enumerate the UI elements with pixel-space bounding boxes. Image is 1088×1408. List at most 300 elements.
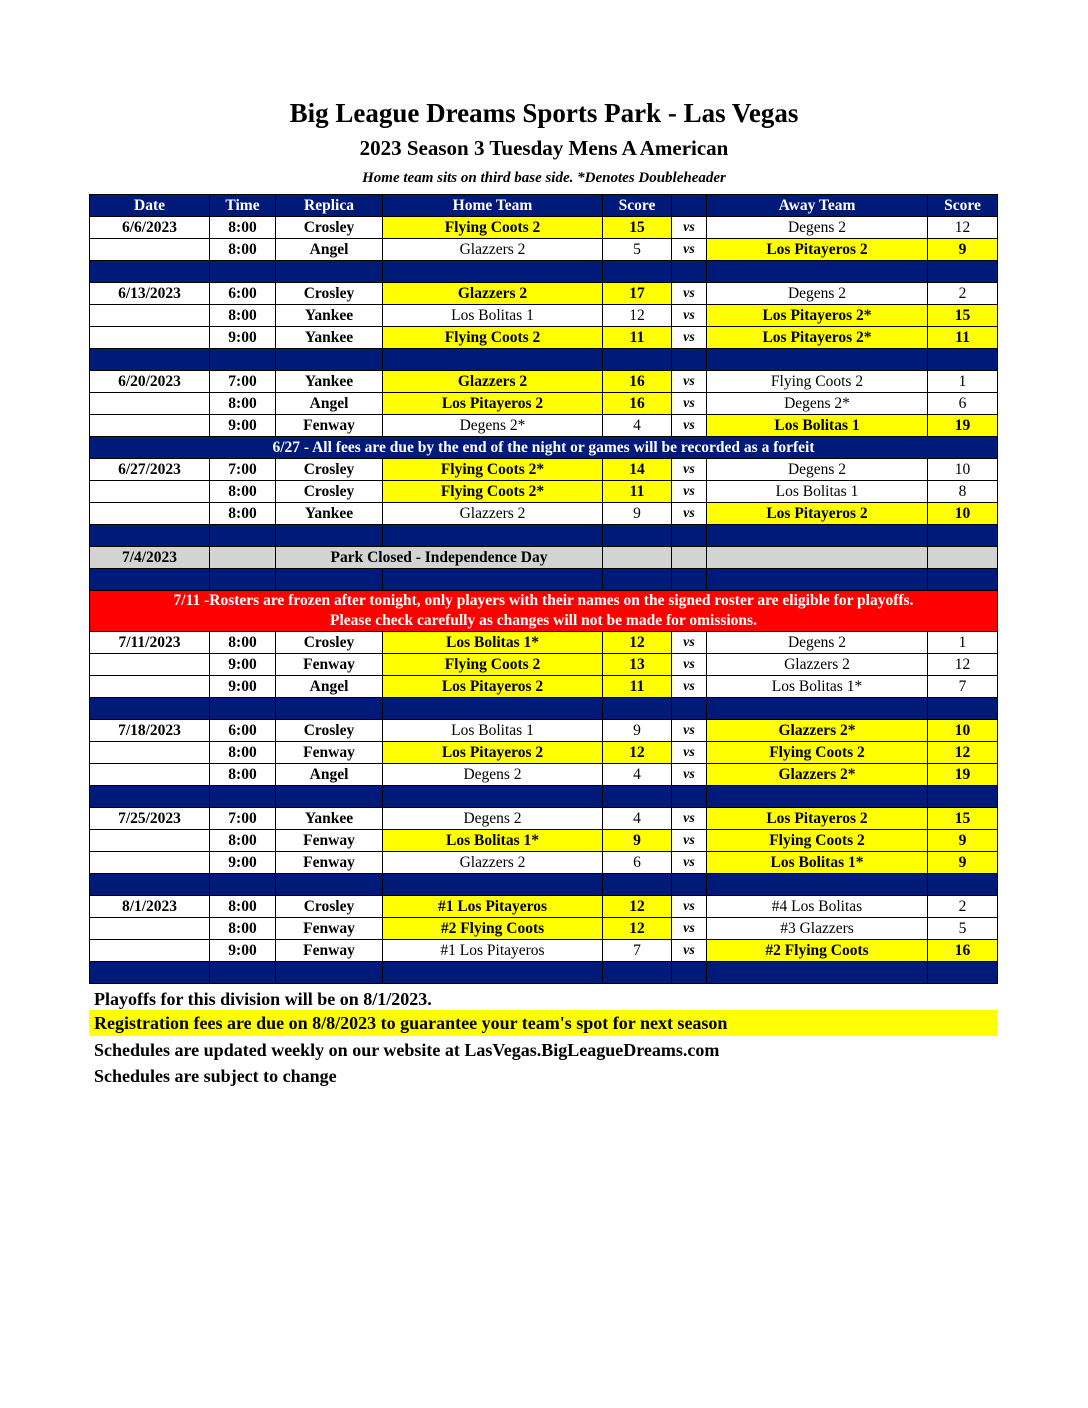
spacer-cell — [276, 569, 383, 591]
website-note: Schedules are updated weekly on our website at LasVegas.BigLeagueDreams.com — [94, 1040, 720, 1060]
game-time: 8:00 — [210, 632, 276, 654]
game-time: 8:00 — [210, 742, 276, 764]
spacer-cell — [90, 698, 210, 720]
away-team: Degens 2 — [707, 283, 928, 305]
vs-label: vs — [672, 632, 707, 654]
away-team: Glazzers 2* — [707, 764, 928, 786]
spacer-cell — [383, 698, 603, 720]
away-score: 1 — [928, 632, 998, 654]
game-field: Yankee — [276, 305, 383, 327]
spacer-cell — [383, 349, 603, 371]
game-date: 6/13/2023 — [90, 283, 210, 305]
away-score: 9 — [928, 830, 998, 852]
game-field: Crosley — [276, 720, 383, 742]
spacer-cell — [276, 962, 383, 984]
table-row — [90, 764, 998, 786]
home-score: 12 — [603, 896, 672, 918]
game-date: 7/11/2023 — [90, 632, 210, 654]
away-team: Flying Coots 2 — [707, 830, 928, 852]
game-field: Fenway — [276, 940, 383, 962]
home-score: 12 — [603, 742, 672, 764]
game-date — [90, 239, 210, 261]
game-time: 9:00 — [210, 676, 276, 698]
spacer-cell — [928, 786, 998, 808]
away-team: Degens 2* — [707, 393, 928, 415]
game-time: 9:00 — [210, 940, 276, 962]
away-score: 10 — [928, 720, 998, 742]
spacer-cell — [603, 962, 672, 984]
home-score: 12 — [603, 918, 672, 940]
home-team: Glazzers 2 — [383, 371, 603, 393]
game-field: Crosley — [276, 481, 383, 503]
spacer-cell — [672, 874, 707, 896]
game-time: 8:00 — [210, 830, 276, 852]
spacer-cell — [707, 349, 928, 371]
home-team: #2 Flying Coots — [383, 918, 603, 940]
spacer-cell — [928, 349, 998, 371]
away-team: Flying Coots 2 — [707, 742, 928, 764]
spacer-cell — [603, 349, 672, 371]
away-score: 6 — [928, 393, 998, 415]
table-row — [90, 283, 998, 305]
home-score: 17 — [603, 283, 672, 305]
spacer-cell — [90, 786, 210, 808]
game-time: 7:00 — [210, 371, 276, 393]
game-time: 9:00 — [210, 654, 276, 676]
table-row — [90, 217, 998, 239]
home-team: Flying Coots 2 — [383, 654, 603, 676]
game-field: Angel — [276, 676, 383, 698]
home-team: Los Bolitas 1* — [383, 632, 603, 654]
home-score: 16 — [603, 393, 672, 415]
home-score: 6 — [603, 852, 672, 874]
home-score: 4 — [603, 808, 672, 830]
spacer-cell — [90, 349, 210, 371]
game-field: Fenway — [276, 918, 383, 940]
roster-alert-line-1: 7/11 -Rosters are frozen after tonight, only players with their names on the signed roster are eligible for playoffs. — [173, 592, 914, 609]
spacer-row — [90, 786, 998, 808]
home-team: Los Bolitas 1* — [383, 830, 603, 852]
game-date — [90, 327, 210, 349]
schedule-body — [90, 217, 998, 984]
game-field: Fenway — [276, 830, 383, 852]
spacer-cell — [90, 962, 210, 984]
game-field: Crosley — [276, 896, 383, 918]
away-team: Degens 2 — [707, 217, 928, 239]
away-score: 15 — [928, 305, 998, 327]
away-score: 19 — [928, 415, 998, 437]
table-header-row — [90, 195, 998, 217]
vs-label: vs — [672, 217, 707, 239]
game-field: Crosley — [276, 459, 383, 481]
spacer-cell — [383, 962, 603, 984]
home-team: Los Pitayeros 2 — [383, 742, 603, 764]
spacer-cell — [707, 962, 928, 984]
home-team: Degens 2* — [383, 415, 603, 437]
spacer-cell — [603, 261, 672, 283]
spacer-cell — [603, 569, 672, 591]
game-date: 6/27/2023 — [90, 459, 210, 481]
spacer-cell — [603, 698, 672, 720]
spacer-cell — [210, 962, 276, 984]
column-header-away-score: Score — [928, 195, 998, 217]
spacer-cell — [276, 698, 383, 720]
game-time: 8:00 — [210, 503, 276, 525]
home-score: 16 — [603, 371, 672, 393]
column-header-home-score: Score — [603, 195, 672, 217]
vs-label: vs — [672, 415, 707, 437]
game-time: 9:00 — [210, 327, 276, 349]
table-row — [90, 830, 998, 852]
home-score: 14 — [603, 459, 672, 481]
spacer-cell — [707, 698, 928, 720]
game-field: Yankee — [276, 371, 383, 393]
spacer-cell — [276, 786, 383, 808]
game-date — [90, 305, 210, 327]
spacer-cell — [672, 698, 707, 720]
game-time: 8:00 — [210, 393, 276, 415]
change-note: Schedules are subject to change — [94, 1066, 337, 1086]
table-row — [90, 459, 998, 481]
table-row — [90, 239, 998, 261]
home-team: Glazzers 2 — [383, 283, 603, 305]
column-header-home-team: Home Team — [383, 195, 603, 217]
away-team: Los Pitayeros 2 — [707, 808, 928, 830]
spacer-cell — [276, 261, 383, 283]
spacer-cell — [672, 786, 707, 808]
vs-label: vs — [672, 503, 707, 525]
spacer-cell — [90, 261, 210, 283]
spacer-row — [90, 261, 998, 283]
game-field: Crosley — [276, 632, 383, 654]
spacer-cell — [603, 874, 672, 896]
game-date: 6/20/2023 — [90, 371, 210, 393]
game-field: Angel — [276, 393, 383, 415]
away-team: Los Bolitas 1 — [707, 481, 928, 503]
spacer-row — [90, 349, 998, 371]
closed-away — [707, 547, 928, 569]
away-team: Flying Coots 2 — [707, 371, 928, 393]
game-time: 9:00 — [210, 852, 276, 874]
home-team: Degens 2 — [383, 808, 603, 830]
home-team: Glazzers 2 — [383, 852, 603, 874]
away-score: 16 — [928, 940, 998, 962]
spacer-cell — [90, 874, 210, 896]
home-team: Flying Coots 2* — [383, 459, 603, 481]
registration-note: Registration fees are due on 8/8/2023 to guarantee your team's spot for next season — [89, 1010, 997, 1036]
spacer-row — [90, 525, 998, 547]
away-team: Los Pitayeros 2* — [707, 327, 928, 349]
spacer-cell — [928, 698, 998, 720]
spacer-row — [90, 569, 998, 591]
spacer-cell — [90, 569, 210, 591]
home-team: Los Bolitas 1 — [383, 305, 603, 327]
spacer-cell — [707, 569, 928, 591]
table-row — [90, 481, 998, 503]
closed-message: Park Closed - Independence Day — [276, 547, 603, 569]
column-header-replica: Replica — [276, 195, 383, 217]
home-score: 9 — [603, 720, 672, 742]
home-score: 7 — [603, 940, 672, 962]
home-score: 4 — [603, 415, 672, 437]
away-team: Los Bolitas 1* — [707, 676, 928, 698]
column-header-vs — [672, 195, 707, 217]
vs-label: vs — [672, 239, 707, 261]
game-field: Fenway — [276, 852, 383, 874]
away-score: 5 — [928, 918, 998, 940]
spacer-cell — [90, 525, 210, 547]
schedule-note: Home team sits on third base side. *Denotes Doubleheader — [362, 170, 726, 186]
roster-alert-row — [90, 591, 998, 632]
table-row — [90, 852, 998, 874]
spacer-cell — [928, 261, 998, 283]
vs-label: vs — [672, 720, 707, 742]
column-header-time: Time — [210, 195, 276, 217]
home-team: Flying Coots 2* — [383, 481, 603, 503]
away-score: 10 — [928, 459, 998, 481]
game-time: 8:00 — [210, 239, 276, 261]
table-row — [90, 415, 998, 437]
game-date — [90, 676, 210, 698]
table-row — [90, 371, 998, 393]
spacer-cell — [672, 962, 707, 984]
vs-label: vs — [672, 654, 707, 676]
spacer-cell — [672, 525, 707, 547]
game-time: 9:00 — [210, 415, 276, 437]
home-score: 9 — [603, 503, 672, 525]
home-team: Flying Coots 2 — [383, 217, 603, 239]
away-score: 19 — [928, 764, 998, 786]
away-score: 15 — [928, 808, 998, 830]
table-row — [90, 896, 998, 918]
table-row — [90, 654, 998, 676]
away-score: 12 — [928, 654, 998, 676]
home-team: Los Bolitas 1 — [383, 720, 603, 742]
game-date: 7/18/2023 — [90, 720, 210, 742]
spacer-cell — [210, 349, 276, 371]
vs-label: vs — [672, 676, 707, 698]
table-row — [90, 327, 998, 349]
game-date: 7/25/2023 — [90, 808, 210, 830]
spacer-cell — [210, 786, 276, 808]
vs-label: vs — [672, 371, 707, 393]
spacer-cell — [928, 874, 998, 896]
spacer-cell — [210, 698, 276, 720]
away-score: 8 — [928, 481, 998, 503]
table-row — [90, 632, 998, 654]
spacer-cell — [210, 874, 276, 896]
spacer-cell — [383, 874, 603, 896]
away-score: 12 — [928, 217, 998, 239]
spacer-cell — [276, 525, 383, 547]
table-row — [90, 305, 998, 327]
spacer-cell — [383, 569, 603, 591]
game-time: 7:00 — [210, 459, 276, 481]
spacer-cell — [707, 786, 928, 808]
table-row — [90, 720, 998, 742]
spacer-cell — [276, 349, 383, 371]
game-field: Fenway — [276, 742, 383, 764]
home-team: Degens 2 — [383, 764, 603, 786]
away-team: Glazzers 2 — [707, 654, 928, 676]
game-date — [90, 940, 210, 962]
game-time: 8:00 — [210, 896, 276, 918]
vs-label: vs — [672, 283, 707, 305]
home-team: Glazzers 2 — [383, 503, 603, 525]
home-score: 12 — [603, 305, 672, 327]
away-team: #3 Glazzers — [707, 918, 928, 940]
home-team: Glazzers 2 — [383, 239, 603, 261]
park-closed-row — [90, 547, 998, 569]
table-row — [90, 393, 998, 415]
vs-label: vs — [672, 940, 707, 962]
spacer-cell — [707, 874, 928, 896]
away-score: 11 — [928, 327, 998, 349]
away-team: Los Bolitas 1* — [707, 852, 928, 874]
game-date — [90, 415, 210, 437]
spacer-cell — [672, 261, 707, 283]
spacer-cell — [928, 525, 998, 547]
away-score: 1 — [928, 371, 998, 393]
column-header-away-team: Away Team — [707, 195, 928, 217]
game-time: 8:00 — [210, 764, 276, 786]
home-score: 15 — [603, 217, 672, 239]
home-team: #1 Los Pitayeros — [383, 896, 603, 918]
vs-label: vs — [672, 808, 707, 830]
vs-label: vs — [672, 305, 707, 327]
game-date — [90, 654, 210, 676]
spacer-cell — [383, 786, 603, 808]
home-team: Flying Coots 2 — [383, 327, 603, 349]
game-date — [90, 481, 210, 503]
home-team: Los Pitayeros 2 — [383, 393, 603, 415]
away-score: 2 — [928, 896, 998, 918]
home-score: 11 — [603, 327, 672, 349]
spacer-cell — [928, 569, 998, 591]
home-team: Los Pitayeros 2 — [383, 676, 603, 698]
home-score: 12 — [603, 632, 672, 654]
vs-label: vs — [672, 742, 707, 764]
away-score: 10 — [928, 503, 998, 525]
spacer-row — [90, 698, 998, 720]
schedule-table — [89, 194, 998, 984]
spacer-row — [90, 874, 998, 896]
home-score: 13 — [603, 654, 672, 676]
spacer-cell — [672, 569, 707, 591]
game-time: 7:00 — [210, 808, 276, 830]
game-date — [90, 393, 210, 415]
closed-vs — [672, 547, 707, 569]
game-time: 6:00 — [210, 283, 276, 305]
home-team: #1 Los Pitayeros — [383, 940, 603, 962]
playoffs-note: Playoffs for this division will be on 8/1/2023. — [94, 989, 432, 1009]
game-field: Fenway — [276, 654, 383, 676]
game-date: 6/6/2023 — [90, 217, 210, 239]
game-time: 8:00 — [210, 481, 276, 503]
home-score: 5 — [603, 239, 672, 261]
away-team: Los Pitayeros 2 — [707, 503, 928, 525]
game-time: 8:00 — [210, 918, 276, 940]
vs-label: vs — [672, 481, 707, 503]
spacer-cell — [603, 525, 672, 547]
away-score: 7 — [928, 676, 998, 698]
away-score: 9 — [928, 852, 998, 874]
away-team: #2 Flying Coots — [707, 940, 928, 962]
table-row — [90, 742, 998, 764]
home-score: 4 — [603, 764, 672, 786]
game-field: Yankee — [276, 327, 383, 349]
closed-away-score — [928, 547, 998, 569]
table-row — [90, 808, 998, 830]
game-date — [90, 764, 210, 786]
roster-alert-line-2: Please check carefully as changes will not be made for omissions. — [330, 612, 757, 629]
vs-label: vs — [672, 764, 707, 786]
table-row — [90, 503, 998, 525]
away-score: 12 — [928, 742, 998, 764]
vs-label: vs — [672, 918, 707, 940]
away-team: Los Pitayeros 2* — [707, 305, 928, 327]
away-team: Los Bolitas 1 — [707, 415, 928, 437]
fee-notice-row — [90, 437, 998, 459]
table-row — [90, 918, 998, 940]
spacer-cell — [603, 786, 672, 808]
game-field: Angel — [276, 239, 383, 261]
home-score: 11 — [603, 481, 672, 503]
spacer-cell — [210, 525, 276, 547]
away-team: #4 Los Bolitas — [707, 896, 928, 918]
closed-time — [210, 547, 276, 569]
home-score: 11 — [603, 676, 672, 698]
away-score: 9 — [928, 239, 998, 261]
game-date: 8/1/2023 — [90, 896, 210, 918]
spacer-cell — [707, 525, 928, 547]
game-field: Crosley — [276, 217, 383, 239]
game-date — [90, 918, 210, 940]
game-field: Fenway — [276, 415, 383, 437]
game-time: 6:00 — [210, 720, 276, 742]
vs-label: vs — [672, 830, 707, 852]
game-field: Angel — [276, 764, 383, 786]
roster-alert — [90, 591, 998, 632]
table-row — [90, 676, 998, 698]
spacer-cell — [210, 569, 276, 591]
away-score: 2 — [928, 283, 998, 305]
game-field: Yankee — [276, 808, 383, 830]
vs-label: vs — [672, 852, 707, 874]
game-time: 8:00 — [210, 217, 276, 239]
home-score: 9 — [603, 830, 672, 852]
spacer-cell — [928, 962, 998, 984]
vs-label: vs — [672, 896, 707, 918]
spacer-cell — [672, 349, 707, 371]
away-team: Degens 2 — [707, 632, 928, 654]
game-date — [90, 830, 210, 852]
game-field: Crosley — [276, 283, 383, 305]
spacer-cell — [276, 874, 383, 896]
vs-label: vs — [672, 459, 707, 481]
spacer-cell — [210, 261, 276, 283]
spacer-cell — [383, 525, 603, 547]
column-header-date: Date — [90, 195, 210, 217]
closed-score — [603, 547, 672, 569]
vs-label: vs — [672, 327, 707, 349]
game-date — [90, 852, 210, 874]
away-team: Degens 2 — [707, 459, 928, 481]
fee-notice: 6/27 - All fees are due by the end of the night or games will be recorded as a forfeit — [90, 437, 998, 459]
page-title: Big League Dreams Sports Park - Las Vegas — [289, 98, 799, 128]
table-row — [90, 940, 998, 962]
game-field: Yankee — [276, 503, 383, 525]
